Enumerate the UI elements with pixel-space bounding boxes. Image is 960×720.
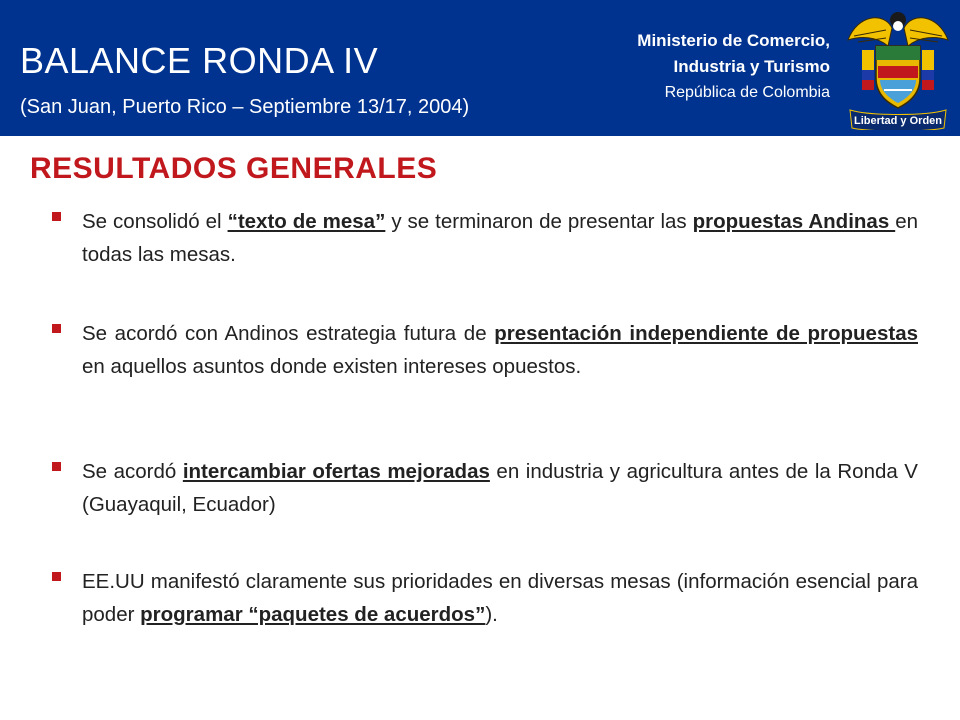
emphasis-text: intercambiar ofertas mejoradas — [182, 460, 490, 483]
ministry-line-2: Industria y Turismo — [673, 57, 830, 76]
bullet-marker — [52, 572, 61, 581]
presentation-title: BALANCE RONDA IV — [20, 40, 379, 81]
ministry-line-3: República de Colombia — [664, 84, 830, 101]
bullet-marker — [52, 462, 61, 471]
ministry-line-1: Ministerio de Comercio, — [637, 31, 830, 50]
bullet-text: Se acordó con Andinos estrategia futura de presentación independiente de propuestas en aquellos asuntos donde existen intereses opuestos. — [82, 322, 918, 378]
bullet-text: Se consolidó el “texto de mesa” y se terminaron de presentar las propuestas Andinas en todas las mesas. — [82, 210, 918, 266]
bullet-marker — [52, 212, 61, 221]
section-title: RESULTADOS GENERALES — [30, 152, 438, 185]
bullet-marker — [52, 324, 61, 333]
presentation-subtitle: (San Juan, Puerto Rico – Septiembre 13/17, 2004) — [20, 96, 470, 118]
emphasis-text: propuestas Andinas — [692, 210, 896, 233]
emblem-motto: Libertad y Orden — [853, 115, 943, 127]
emphasis-text: “texto de mesa” — [227, 210, 386, 233]
ministry-block — [510, 28, 830, 106]
bullet-text: EE.UU manifestó claramente sus prioridades en diversas mesas (información esencial para poder programar “paquetes de acuerdos”). — [82, 570, 918, 626]
emphasis-text: presentación independiente de propuestas — [494, 322, 918, 345]
emphasis-text: programar “paquetes de acuerdos” — [140, 603, 486, 626]
colombia-coat-of-arms-icon — [840, 6, 956, 130]
header-banner — [0, 0, 960, 136]
bullet-text: Se acordó intercambiar ofertas mejoradas en industria y agricultura antes de la Ronda V (Guayaquil, Ecuador) — [82, 460, 918, 516]
